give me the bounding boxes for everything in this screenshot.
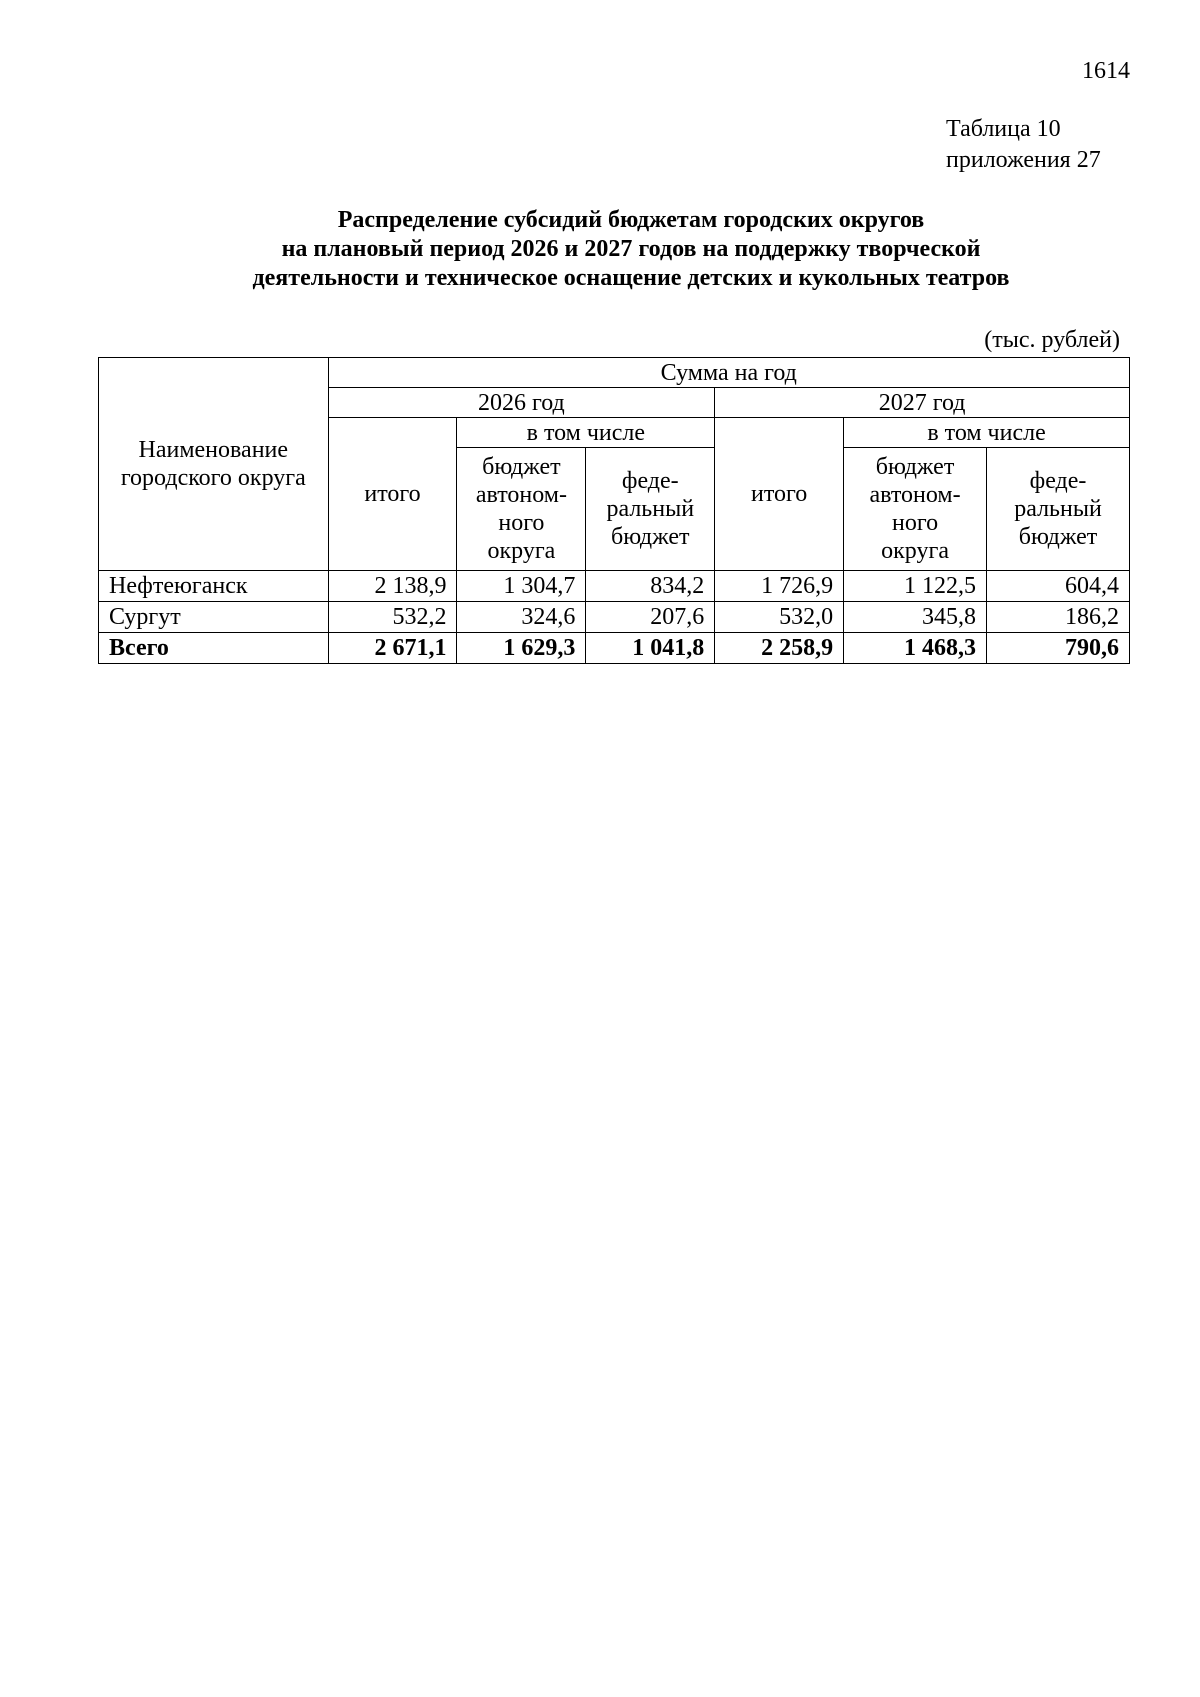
subsidy-table [98, 357, 1130, 664]
header-text-line: округа [487, 538, 556, 564]
header-district-name [99, 358, 329, 571]
header-text-line: бюджет [610, 524, 690, 550]
header-ao-budget-2026 [457, 448, 586, 571]
header-federal-budget-2027 [987, 448, 1130, 571]
cell-total-2026: 2 138,9 [328, 571, 457, 602]
cell-total-2026: 532,2 [328, 602, 457, 633]
table-row-total [99, 633, 1130, 664]
table-reference [946, 114, 1101, 176]
cell-federal-2027: 186,2 [987, 602, 1130, 633]
row-total-label: Всего [99, 633, 329, 664]
table-ref-line-1: Таблица 10 [946, 116, 1061, 142]
cell-total-2027: 532,0 [715, 602, 844, 633]
cell-ao-budget-2027: 1 122,5 [844, 571, 987, 602]
table-ref-line-2: приложения 27 [946, 147, 1101, 173]
title-line-1: Распределение субсидий бюджетам городских округов [337, 207, 925, 233]
cell-ao-budget-2027: 1 468,3 [844, 633, 987, 664]
row-district-name: Нефтеюганск [99, 571, 329, 602]
header-text-line: автоном- [475, 482, 567, 508]
header-year-2027: 2027 год [715, 388, 1130, 418]
header-text-line: автоном- [869, 482, 961, 508]
header-text-line: ного [892, 510, 939, 536]
cell-ao-budget-2026: 1 304,7 [457, 571, 586, 602]
cell-federal-2027: 604,4 [987, 571, 1130, 602]
header-total-2027: итого [715, 418, 844, 571]
cell-total-2026: 2 671,1 [328, 633, 457, 664]
table-row [99, 571, 1130, 602]
page-number: 1614 [1082, 58, 1130, 84]
header-text-line: феде- [1029, 468, 1087, 494]
title-line-2: на плановый период 2026 и 2027 годов на поддержку творческой [281, 236, 981, 262]
header-total-2026: итого [328, 418, 457, 571]
header-text-line: бюджет [875, 454, 955, 480]
cell-total-2027: 1 726,9 [715, 571, 844, 602]
cell-federal-2026: 1 041,8 [586, 633, 715, 664]
header-text-line: феде- [621, 468, 679, 494]
header-name-line-2: городского округа [120, 465, 306, 491]
cell-federal-2026: 207,6 [586, 602, 715, 633]
header-including-2027: в том числе [844, 418, 1130, 448]
cell-ao-budget-2026: 1 629,3 [457, 633, 586, 664]
header-name-line-1: Наименование [138, 437, 289, 463]
header-row-sum [99, 358, 1130, 388]
title-line-3: деятельности и техническое оснащение детских и кукольных театров [252, 265, 1010, 291]
cell-total-2027: 2 258,9 [715, 633, 844, 664]
cell-federal-2026: 834,2 [586, 571, 715, 602]
document-title [0, 206, 1200, 293]
table-row [99, 602, 1130, 633]
header-sum-per-year: Сумма на год [328, 358, 1129, 388]
header-including-2026: в том числе [457, 418, 715, 448]
header-text-line: ральный [606, 496, 695, 522]
units-label: (тыс. рублей) [984, 327, 1120, 353]
header-text-line: ного [498, 510, 545, 536]
cell-ao-budget-2027: 345,8 [844, 602, 987, 633]
header-ao-budget-2027 [844, 448, 987, 571]
header-text-line: ральный [1014, 496, 1102, 522]
header-federal-budget-2026 [586, 448, 715, 571]
header-text-line: округа [881, 538, 949, 564]
header-year-2026: 2026 год [328, 388, 715, 418]
header-text-line: бюджет [1018, 524, 1098, 550]
cell-ao-budget-2026: 324,6 [457, 602, 586, 633]
header-text-line: бюджет [482, 454, 561, 480]
row-district-name: Сургут [99, 602, 329, 633]
cell-federal-2027: 790,6 [987, 633, 1130, 664]
